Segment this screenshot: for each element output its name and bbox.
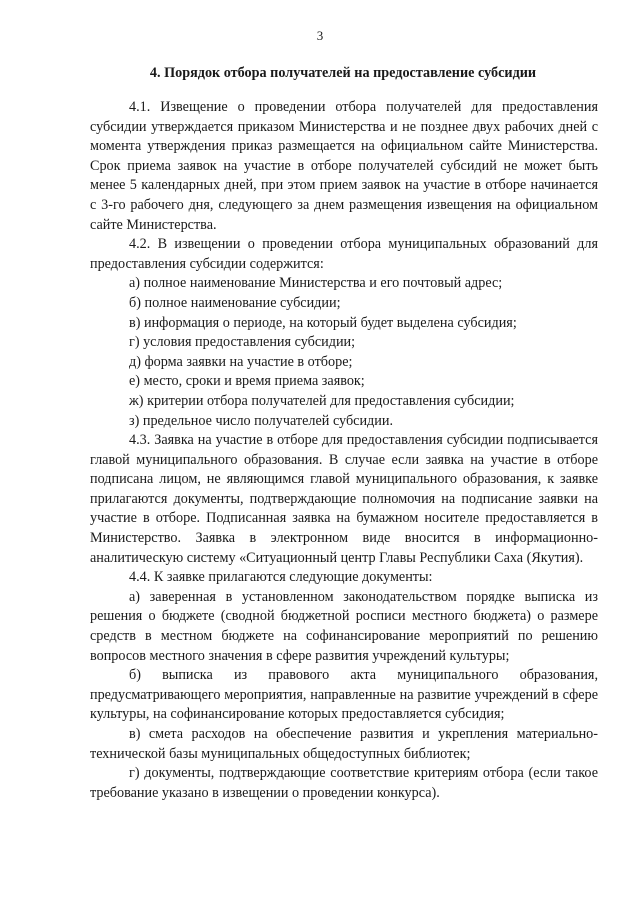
paragraph-4-3: 4.3. Заявка на участие в отборе для предоставления субсидии подписывается главой муниципального образования. В случае если заявка на участие в отборе подписана лицом, не являющимся главой муниципального образования, к заявке прилагаются документы, подтверждающие полномочия на подписание заявки на участие в отборе. Подписанная заявка на бумажном носителе предоставляется в Министерство. Заявка в электронном виде вносится в информационно-аналитическую систему «Ситуационный центр Главы Республики Саха (Якутия).	[90, 432, 598, 566]
document-item-v: в) смета расходов на обеспечение развития и укрепления материально-технической базы муниципальных общедоступных библиотек;	[90, 726, 598, 762]
paragraph-4-2: 4.2. В извещении о проведении отбора муниципальных образований для предоставления субсидии содержится:	[90, 236, 598, 272]
section-title: 4. Порядок отбора получателей на предоставление субсидии	[149, 65, 537, 81]
list-item: а) полное наименование Министерства и его почтовый адрес;	[129, 275, 503, 292]
body-text	[90, 98, 598, 803]
list-item: ж) критерии отбора получателей для предоставления субсидии;	[129, 392, 515, 409]
list-item: з) предельное число получателей субсидии.	[129, 412, 394, 429]
page-number: 3	[316, 28, 324, 43]
list-item: г) условия предоставления субсидии;	[129, 334, 356, 351]
document-item-a: а) заверенная в установленном законодательством порядке выписка из решения о бюджете (сводной бюджетной росписи местного бюджета) о размере средств в местном бюджете на софинансирование мероприятий по решению вопросов местного значения в сфере развития учреждений культуры;	[90, 588, 598, 664]
document-item-b: б) выписка из правового акта муниципального образования, предусматривающего мероприятия, направленные на развитие учреждений в сфере культуры, на софинансирование которых предоставляется субсидия;	[90, 667, 598, 723]
paragraph-4-4: 4.4. К заявке прилагаются следующие документы:	[129, 569, 433, 586]
list-item: е) место, сроки и время приема заявок;	[129, 373, 365, 390]
document-item-g: г) документы, подтверждающие соответствие критериям отбора (если такое требование указано в извещении о проведении конкурса).	[90, 765, 598, 801]
list-item: в) информация о периоде, на который будет выделена субсидия;	[129, 314, 517, 331]
list-item: д) форма заявки на участие в отборе;	[129, 353, 353, 370]
list-item: б) полное наименование субсидии;	[129, 294, 341, 311]
paragraph-4-1: 4.1. Извещение о проведении отбора получателей для предоставления субсидии утверждается приказом Министерства и не позднее двух рабочих дней с момента утверждения приказ размещается на официальном сайте Министерства. Срок приема заявок на участие в отборе получателей субсидий не может быть менее 5 календарных дней, при этом прием заявок на участие в отборе начинается с 3-го рабочего дня, следующего за днем размещения извещения на официальном сайте Министерства.	[90, 99, 598, 233]
